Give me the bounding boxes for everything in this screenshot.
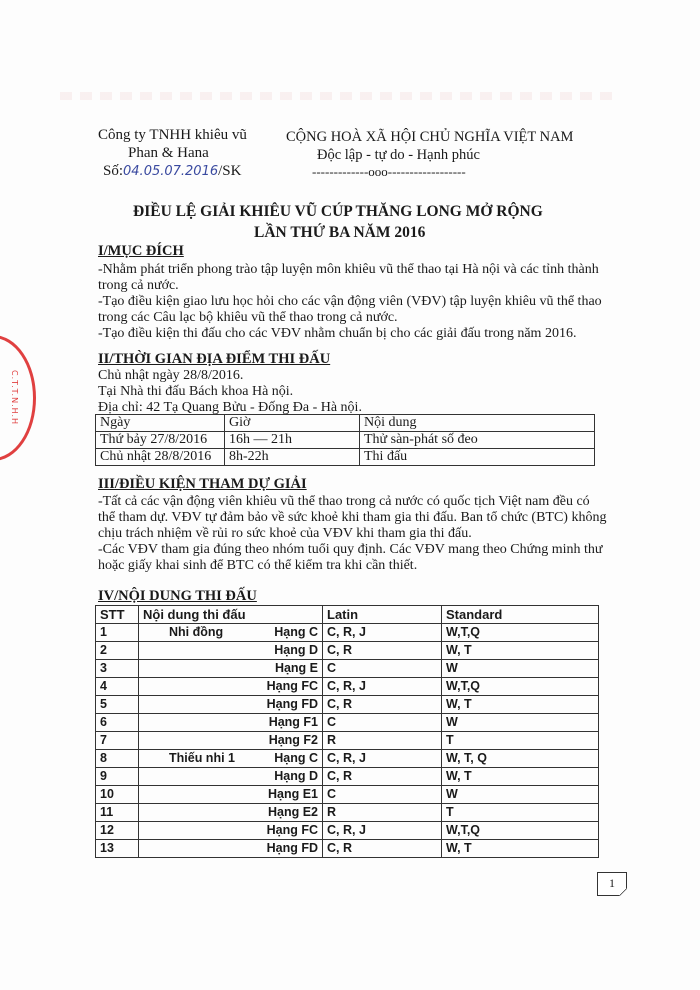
contest-latin-cell: C, R xyxy=(323,696,442,714)
contest-latin-cell: C, R, J xyxy=(323,822,442,840)
nation-title: CỘNG HOÀ XÃ HỘI CHỦ NGHĨA VIỆT NAM xyxy=(286,129,574,145)
section2-line: Địa chỉ: 42 Tạ Quang Bửu - Đống Đa - Hà nội. xyxy=(98,400,362,415)
contest-class: Hạng C xyxy=(274,625,318,639)
contest-header-cell: Latin xyxy=(323,606,442,624)
schedule-header-cell: Nội dung xyxy=(360,415,595,432)
header-divider: -------------ooo------------------ xyxy=(312,164,466,179)
contest-age-group xyxy=(143,805,169,819)
contest-header-cell: Nội dung thi đấu xyxy=(139,606,323,624)
contest-header-cell: STT xyxy=(96,606,139,624)
contest-class: Hạng FD xyxy=(266,841,318,855)
contest-row xyxy=(96,804,599,822)
contest-stt-cell: 9 xyxy=(96,768,139,786)
contest-age-group: Nhi đồng xyxy=(169,625,224,639)
contest-class: Hạng E1 xyxy=(267,787,318,801)
contest-content-cell xyxy=(139,786,323,804)
schedule-row xyxy=(96,432,595,449)
contest-latin-cell: C, R, J xyxy=(323,750,442,768)
contest-class: Hạng E2 xyxy=(267,805,318,819)
contest-row xyxy=(96,786,599,804)
contest-latin-cell: C xyxy=(323,660,442,678)
contest-stt-cell: 12 xyxy=(96,822,139,840)
contest-standard-cell: T xyxy=(442,804,599,822)
contest-content-cell xyxy=(139,660,323,678)
contest-age-group xyxy=(143,787,169,801)
contest-age-group xyxy=(143,733,169,747)
contest-latin-cell: C, R, J xyxy=(323,624,442,642)
document-number-handwritten: 04.05.07.2016 xyxy=(123,164,219,179)
contest-row xyxy=(96,768,599,786)
company-name-line2: Phan & Hana xyxy=(128,145,209,161)
section1-line: -Tạo điều kiện giao lưu học hỏi cho các vận động viên (VĐV) tập luyện khiêu vũ thể thao xyxy=(98,294,602,309)
schedule-cell: 16h — 21h xyxy=(225,432,360,449)
section4-heading: IV/NỘI DUNG THI ĐẤU xyxy=(98,588,257,604)
contest-content-cell xyxy=(139,696,323,714)
national-motto: Độc lập - tự do - Hạnh phúc xyxy=(317,147,480,163)
contest-stt-cell: 5 xyxy=(96,696,139,714)
contest-standard-cell: W, T xyxy=(442,768,599,786)
section3-line: -Các VĐV tham gia đúng theo nhóm tuổi quy định. Các VĐV mang theo Chứng minh thư xyxy=(98,542,603,557)
contest-age-group xyxy=(143,769,169,783)
schedule-header-row xyxy=(96,415,595,432)
contest-age-group xyxy=(143,643,169,657)
contest-class: Hạng E xyxy=(274,661,318,675)
contest-standard-cell: W, T, Q xyxy=(442,750,599,768)
document-number-suffix: /SK xyxy=(218,163,242,179)
schedule-cell: Chủ nhật 28/8/2016 xyxy=(96,449,225,466)
contest-age-group xyxy=(143,715,169,729)
contest-standard-cell: W,T,Q xyxy=(442,678,599,696)
section1-line: trong các Câu lạc bộ khiêu vũ thể thao trong cả nước. xyxy=(98,310,398,325)
contest-standard-cell: W xyxy=(442,660,599,678)
contest-content-cell xyxy=(139,750,323,768)
contest-row xyxy=(96,714,599,732)
contest-table xyxy=(95,605,599,858)
contest-row xyxy=(96,678,599,696)
contest-age-group xyxy=(143,841,169,855)
contest-content-cell xyxy=(139,624,323,642)
section1-heading: I/MỤC ĐÍCH xyxy=(98,243,184,259)
contest-row xyxy=(96,624,599,642)
contest-latin-cell: C xyxy=(323,786,442,804)
contest-latin-cell: R xyxy=(323,804,442,822)
contest-row xyxy=(96,660,599,678)
contest-standard-cell: W, T xyxy=(442,696,599,714)
contest-stt-cell: 2 xyxy=(96,642,139,660)
contest-standard-cell: W, T xyxy=(442,642,599,660)
section3-line: -Tất cả các vận động viên khiêu vũ thể thao trong cả nước có quốc tịch Việt nam đều có xyxy=(98,494,590,509)
schedule-row xyxy=(96,449,595,466)
contest-class: Hạng FD xyxy=(266,697,318,711)
contest-stt-cell: 7 xyxy=(96,732,139,750)
section1-line: trong cả nước. xyxy=(98,278,179,293)
contest-stt-cell: 6 xyxy=(96,714,139,732)
contest-header-cell: Standard xyxy=(442,606,599,624)
section3-line: thể tham dự. VĐV tự đảm bảo về sức khoẻ khi tham gia thi đấu. Ban tổ chức (BTC) không xyxy=(98,510,607,525)
section2-line: Tại Nhà thi đấu Bách khoa Hà nội. xyxy=(98,384,294,399)
contest-standard-cell: W xyxy=(442,714,599,732)
company-name-line1: Công ty TNHH khiêu vũ xyxy=(98,127,247,143)
contest-content-cell xyxy=(139,642,323,660)
contest-row xyxy=(96,696,599,714)
page-number: 1 xyxy=(597,872,627,896)
section3-line: chịu trách nhiệm về rủi ro sức khoẻ của VĐV khi tham gia thi đấu. xyxy=(98,526,472,541)
contest-latin-cell: C xyxy=(323,714,442,732)
contest-standard-cell: W xyxy=(442,786,599,804)
contest-latin-cell: C, R xyxy=(323,768,442,786)
contest-class: Hạng D xyxy=(274,643,318,657)
document-number xyxy=(103,163,241,180)
section2-heading: II/THỜI GIAN ĐỊA ĐIỂM THI ĐẤU xyxy=(98,351,331,367)
contest-row xyxy=(96,732,599,750)
contest-class: Hạng F1 xyxy=(268,715,318,729)
contest-content-cell xyxy=(139,804,323,822)
contest-class: Hạng F2 xyxy=(268,733,318,747)
contest-class: Hạng D xyxy=(274,769,318,783)
section3-heading: III/ĐIỀU KIỆN THAM DỰ GIẢI xyxy=(98,476,307,492)
contest-stt-cell: 11 xyxy=(96,804,139,822)
contest-standard-cell: T xyxy=(442,732,599,750)
contest-stt-cell: 8 xyxy=(96,750,139,768)
contest-stt-cell: 4 xyxy=(96,678,139,696)
schedule-header-cell: Ngày xyxy=(96,415,225,432)
contest-content-cell xyxy=(139,822,323,840)
contest-content-cell xyxy=(139,714,323,732)
contest-content-cell xyxy=(139,678,323,696)
contest-stt-cell: 13 xyxy=(96,840,139,858)
schedule-cell: Thi đấu xyxy=(360,449,595,466)
contest-standard-cell: W, T xyxy=(442,840,599,858)
contest-class: Hạng FC xyxy=(266,823,318,837)
contest-age-group xyxy=(143,679,169,693)
section1-line: -Nhằm phát triển phong trào tập luyện môn khiêu vũ thể thao tại Hà nội và các tỉnh thành xyxy=(98,262,599,277)
section3-line: hoặc giấy khai sinh để BTC có thể kiểm tra khi cần thiết. xyxy=(98,558,418,573)
contest-standard-cell: W,T,Q xyxy=(442,822,599,840)
document-title-line2: LẦN THỨ BA NĂM 2016 xyxy=(254,224,426,241)
schedule-cell: 8h-22h xyxy=(225,449,360,466)
contest-row xyxy=(96,840,599,858)
schedule-table xyxy=(95,414,595,466)
contest-class: Hạng C xyxy=(274,751,318,765)
contest-class: Hạng FC xyxy=(266,679,318,693)
contest-latin-cell: R xyxy=(323,732,442,750)
contest-content-cell xyxy=(139,732,323,750)
contest-latin-cell: C, R xyxy=(323,642,442,660)
contest-latin-cell: C, R, J xyxy=(323,678,442,696)
contest-row xyxy=(96,750,599,768)
schedule-header-cell: Giờ xyxy=(225,415,360,432)
contest-content-cell xyxy=(139,768,323,786)
contest-age-group xyxy=(143,661,169,675)
scan-artifact xyxy=(60,92,620,100)
contest-content-cell xyxy=(139,840,323,858)
contest-latin-cell: C, R xyxy=(323,840,442,858)
document-title-line1: ĐIỀU LỆ GIẢI KHIÊU VŨ CÚP THĂNG LONG MỞ RỘNG xyxy=(133,203,543,220)
contest-stt-cell: 1 xyxy=(96,624,139,642)
contest-header-row xyxy=(96,606,599,624)
document-number-prefix: Số: xyxy=(103,163,124,179)
section1-line: -Tạo điều kiện thi đấu cho các VĐV nhằm chuẩn bị cho các giải đấu trong năm 2016. xyxy=(98,326,577,341)
stamp-text: C.T.T.N.H.H xyxy=(10,370,19,426)
contest-age-group: Thiếu nhi 1 xyxy=(169,751,235,765)
contest-age-group xyxy=(143,697,169,711)
section2-line: Chủ nhật ngày 28/8/2016. xyxy=(98,368,244,383)
contest-stt-cell: 3 xyxy=(96,660,139,678)
contest-row xyxy=(96,642,599,660)
contest-stt-cell: 10 xyxy=(96,786,139,804)
schedule-cell: Thử sàn-phát số đeo xyxy=(360,432,595,449)
schedule-cell: Thứ bảy 27/8/2016 xyxy=(96,432,225,449)
contest-row xyxy=(96,822,599,840)
contest-standard-cell: W,T,Q xyxy=(442,624,599,642)
contest-age-group xyxy=(143,823,169,837)
